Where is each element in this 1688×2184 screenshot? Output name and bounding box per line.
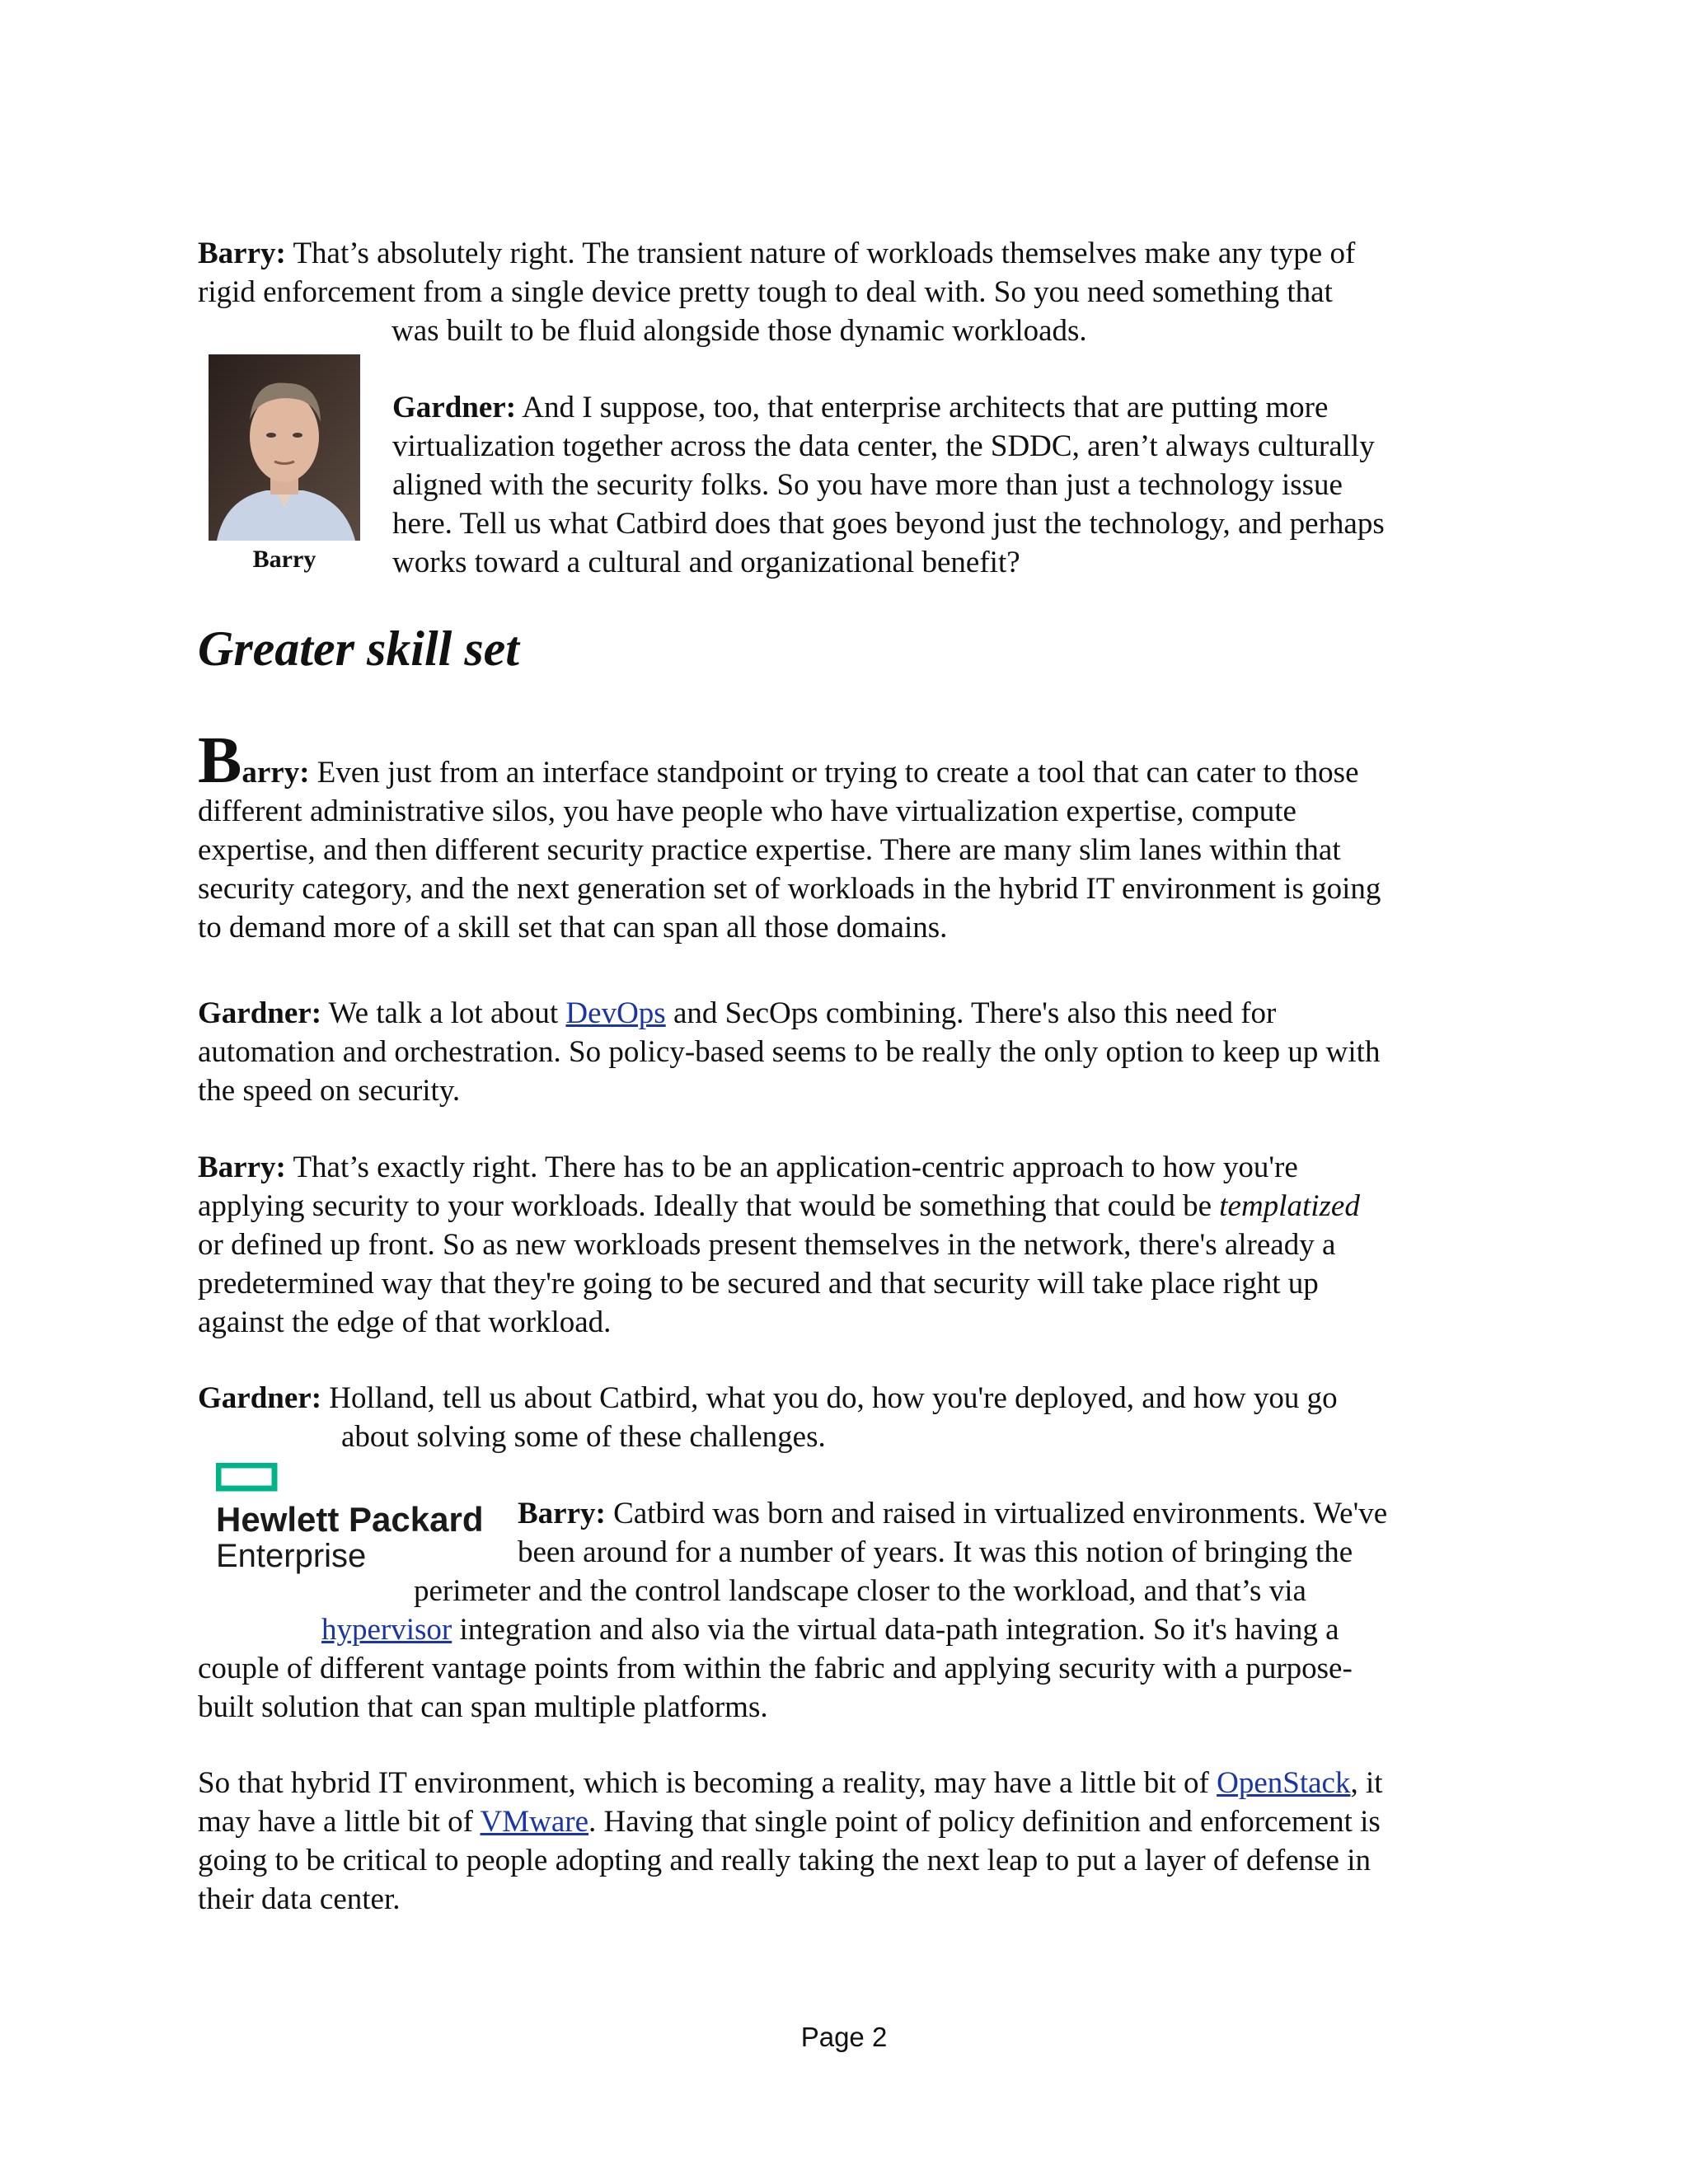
text: here. Tell us what Catbird does that goes beyond just the technology, and perhaps <box>392 507 1385 541</box>
text: works toward a cultural and organizational benefit? <box>392 546 1020 579</box>
text: perimeter and the control landscape closer to the workload, and that’s via <box>414 1574 1306 1608</box>
logo-text-line1: Hewlett Packard <box>216 1500 484 1539</box>
italic-term: templatized <box>1219 1189 1360 1223</box>
text: and SecOps combining. There's also this need for <box>665 996 1277 1030</box>
text: Even just from an interface standpoint or trying to create a tool that can cater to those <box>309 756 1359 790</box>
text: to demand more of a skill set that can span all those domains. <box>198 911 948 944</box>
text: Holland, tell us about Catbird, what you do, how you're deployed, and how you go <box>321 1381 1338 1415</box>
hypervisor-link[interactable]: hypervisor <box>321 1613 452 1647</box>
paragraph-gardner-3 <box>198 1379 1484 1456</box>
paragraph-gardner-1 <box>392 388 1489 582</box>
text: virtualization together across the data center, the SDDC, aren’t always culturally <box>392 429 1375 463</box>
text: We talk a lot about <box>321 996 566 1030</box>
text: the speed on security. <box>198 1074 461 1108</box>
barry-photo <box>209 354 360 541</box>
text: built solution that can span multiple platforms. <box>198 1690 768 1724</box>
text: Catbird was born and raised in virtualized environments. We've <box>605 1497 1388 1530</box>
text: predetermined way that they're going to be secured and that security will take place right up <box>198 1267 1319 1301</box>
speaker-label: Barry: <box>518 1497 606 1530</box>
logo-text-line2: Enterprise <box>216 1538 367 1574</box>
text: about solving some of these challenges. <box>341 1420 826 1454</box>
text: been around for a number of years. It was this notion of bringing the <box>518 1535 1353 1569</box>
text: different administrative silos, you have people who have virtualization expertise, compute <box>198 794 1296 828</box>
text: aligned with the security folks. So you have more than just a technology issue <box>392 468 1343 502</box>
paragraph-closing <box>198 1764 1484 1919</box>
text: against the edge of that workload. <box>198 1305 612 1339</box>
text: going to be critical to people adopting and really taking the next leap to put a layer of defense in <box>198 1844 1372 1877</box>
speaker-label: Gardner: <box>392 391 517 424</box>
text: integration and also via the virtual data-path integration. So it's having a <box>452 1613 1339 1647</box>
paragraph-barry-2 <box>198 724 1484 947</box>
text: So that hybrid IT environment, which is becoming a reality, may have a little bit of <box>198 1766 1217 1800</box>
speaker-label: Gardner: <box>198 996 322 1030</box>
text: or defined up front. So as new workloads present themselves in the network, there's already a <box>198 1228 1336 1262</box>
text: And I suppose, too, that enterprise architects that are putting more <box>516 391 1329 424</box>
paragraph-barry-1 <box>198 234 1484 350</box>
paragraph-barry-4 <box>198 1494 1484 1727</box>
drop-cap: B <box>198 724 242 797</box>
text: was built to be fluid alongside those dynamic workloads. <box>392 314 1087 348</box>
speaker-label: arry: <box>241 756 310 790</box>
text: applying security to your workloads. Ideally that would be something that could be <box>198 1189 1220 1223</box>
speaker-label: Barry: <box>198 1151 286 1184</box>
text: may have a little bit of <box>198 1805 481 1839</box>
text: automation and orchestration. So policy-based seems to be really the only option to keep up with <box>198 1035 1381 1069</box>
section-heading: Greater skill set <box>198 621 519 676</box>
speaker-label: Gardner: <box>198 1381 322 1415</box>
vmware-link[interactable]: VMware <box>480 1805 589 1839</box>
text: rigid enforcement from a single device pretty tough to deal with. So you need something that <box>198 275 1333 309</box>
paragraph-barry-3 <box>198 1148 1484 1342</box>
paragraph-gardner-2 <box>198 994 1484 1110</box>
openstack-link[interactable]: OpenStack <box>1217 1766 1351 1800</box>
page-number: Page 2 <box>800 2022 888 2052</box>
text: couple of different vantage points from within the fabric and applying security with a purpose- <box>198 1652 1353 1685</box>
text: security category, and the next generation set of workloads in the hybrid IT environment is going <box>198 872 1381 906</box>
photo-caption: Barry <box>252 546 316 573</box>
text: That’s exactly right. There has to be an application-centric approach to how you're <box>285 1151 1298 1184</box>
text: That’s absolutely right. The transient nature of workloads themselves make any type of <box>285 237 1356 270</box>
speaker-label: Barry: <box>198 237 286 270</box>
text: their data center. <box>198 1882 401 1916</box>
text: . Having that single point of policy definition and enforcement is <box>588 1805 1381 1839</box>
text: expertise, and then different security practice expertise. There are many slim lanes within that <box>198 833 1341 867</box>
devops-link[interactable]: DevOps <box>565 996 666 1030</box>
text: , it <box>1350 1766 1383 1800</box>
